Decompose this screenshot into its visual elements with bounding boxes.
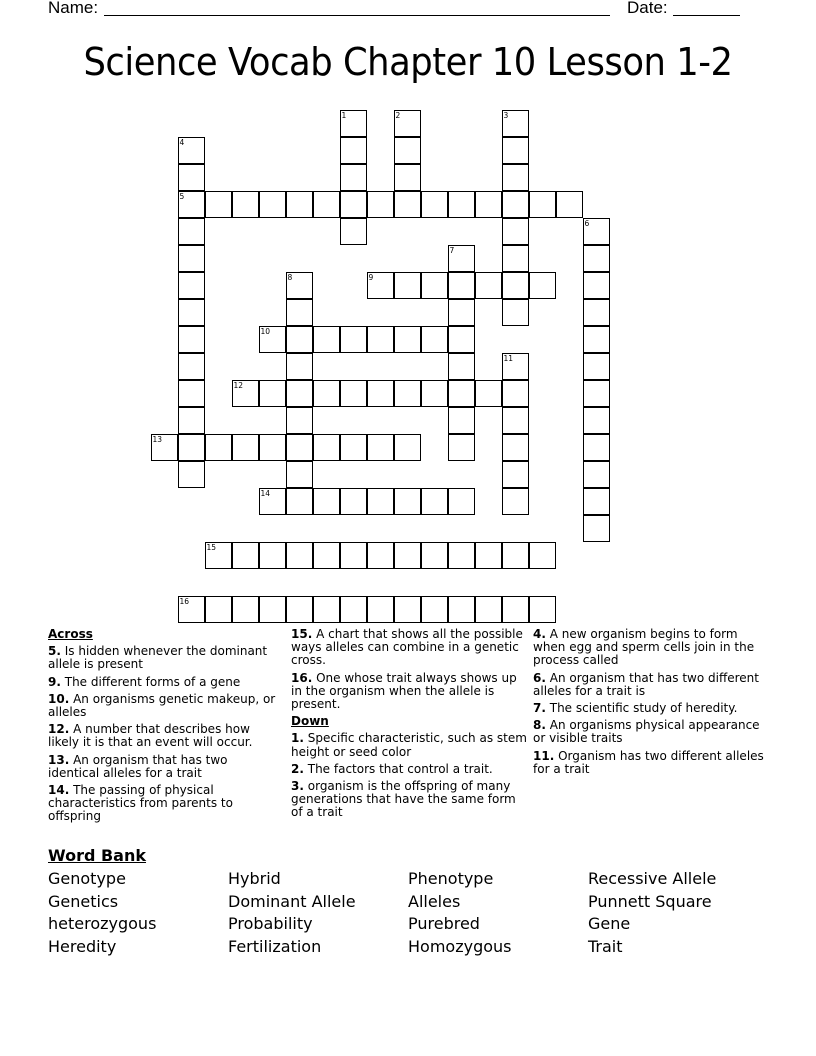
grid-cell[interactable] [448, 434, 475, 461]
clue-number: 10. [48, 691, 70, 706]
grid-cell[interactable] [286, 461, 313, 488]
grid-cell[interactable] [448, 272, 475, 299]
grid-cell[interactable] [340, 326, 367, 353]
clue-down-7 [533, 702, 773, 715]
grid-cell[interactable] [448, 299, 475, 326]
grid-cell[interactable] [394, 272, 421, 299]
grid-cell[interactable] [340, 488, 367, 515]
grid-cell[interactable] [502, 272, 529, 299]
grid-cell[interactable] [502, 461, 529, 488]
clue-text: The scientific study of heredity. [549, 701, 738, 716]
word-bank-item: Purebred [408, 914, 480, 934]
grid-cell[interactable] [367, 596, 394, 623]
clue-text: An organism that has two different alleles for a trait is [533, 670, 759, 698]
grid-cell[interactable] [475, 272, 502, 299]
word-bank-item: Homozygous [408, 936, 512, 956]
grid-cell[interactable] [178, 353, 205, 380]
cell-number: 5 [179, 191, 185, 201]
grid-cell[interactable] [394, 191, 421, 218]
cell-number: 8 [287, 272, 293, 282]
grid-cell[interactable] [178, 326, 205, 353]
grid-cell[interactable] [178, 596, 205, 623]
across-heading: Across [48, 627, 93, 641]
clue-number: 7. [533, 701, 546, 716]
grid-cell[interactable] [367, 191, 394, 218]
grid-cell[interactable] [286, 407, 313, 434]
clues-column-1 [48, 628, 278, 828]
cell-number: 6 [584, 218, 590, 228]
clue-text: One whose trait always shows up in the organism when the allele is present. [291, 670, 517, 712]
clue-number: 4. [533, 627, 546, 641]
grid-cell[interactable] [205, 191, 232, 218]
date-label: Date: [627, 0, 668, 17]
grid-cell[interactable] [421, 596, 448, 623]
clue-number: 8. [533, 718, 546, 733]
grid-cell[interactable] [583, 434, 610, 461]
grid-cell[interactable] [259, 191, 286, 218]
page-title: Science Vocab Chapter 10 Lesson 1-2 [83, 40, 733, 84]
clue-number: 13. [48, 752, 70, 767]
clue-number: 15. [291, 627, 313, 641]
grid-cell[interactable] [340, 191, 367, 218]
date-field[interactable] [673, 15, 740, 16]
grid-cell[interactable] [502, 380, 529, 407]
clue-across-12 [48, 723, 278, 749]
grid-cell[interactable] [448, 326, 475, 353]
grid-cell[interactable] [259, 434, 286, 461]
word-bank-item: Fertilization [228, 936, 322, 956]
grid-cell[interactable] [583, 353, 610, 380]
clue-text: A chart that shows all the possible ways alleles can combine in a genetic cross. [291, 627, 523, 668]
grid-cell[interactable] [259, 326, 286, 353]
grid-cell[interactable] [394, 542, 421, 569]
clue-number: 16. [291, 670, 313, 685]
grid-cell[interactable] [475, 380, 502, 407]
grid-cell[interactable] [502, 218, 529, 245]
grid-cell[interactable] [178, 164, 205, 191]
grid-cell[interactable] [448, 596, 475, 623]
word-bank-item: Punnett Square [588, 891, 712, 911]
cell-number: 9 [368, 272, 374, 282]
grid-cell[interactable] [178, 137, 205, 164]
grid-cell[interactable] [178, 461, 205, 488]
grid-cell[interactable] [178, 272, 205, 299]
grid-cell[interactable] [340, 434, 367, 461]
grid-cell[interactable] [448, 407, 475, 434]
grid-cell[interactable] [583, 380, 610, 407]
grid-cell[interactable] [367, 542, 394, 569]
grid-cell[interactable] [583, 488, 610, 515]
clue-text: organism is the offspring of many generations that have the same form of a trait [291, 779, 516, 820]
word-bank-item: Genotype [48, 869, 126, 888]
grid-cell[interactable] [205, 434, 232, 461]
grid-cell[interactable] [178, 218, 205, 245]
clue-number: 6. [533, 670, 546, 685]
grid-cell[interactable] [502, 164, 529, 191]
word-bank-item: Gene [588, 914, 631, 934]
grid-cell[interactable] [502, 488, 529, 515]
cell-number: 3 [503, 110, 509, 120]
clue-text: Is hidden whenever the dominant allele is present [48, 644, 268, 672]
grid-cell[interactable] [286, 326, 313, 353]
grid-cell[interactable] [448, 542, 475, 569]
grid-cell[interactable] [286, 380, 313, 407]
grid-cell[interactable] [502, 407, 529, 434]
grid-cell[interactable] [313, 542, 340, 569]
grid-cell[interactable] [340, 596, 367, 623]
clue-number: 5. [48, 644, 61, 659]
grid-cell[interactable] [178, 380, 205, 407]
cell-number: 4 [179, 137, 185, 147]
grid-cell[interactable] [205, 542, 232, 569]
word-bank-item: Phenotype [408, 869, 494, 888]
word-bank-item: Probability [228, 914, 313, 934]
grid-cell[interactable] [502, 137, 529, 164]
word-bank-item: Dominant Allele [228, 891, 356, 911]
grid-cell[interactable] [502, 596, 529, 623]
grid-cell[interactable] [367, 326, 394, 353]
clue-number: 1. [291, 731, 304, 746]
name-label: Name: [48, 0, 99, 17]
grid-cell[interactable] [583, 299, 610, 326]
word-bank-item: Hybrid [228, 869, 281, 888]
clues-column-2 [291, 628, 529, 824]
word-bank-item: Heredity [48, 936, 117, 956]
clue-across-5 [48, 645, 278, 671]
grid-cell[interactable] [394, 164, 421, 191]
grid-cell[interactable] [421, 542, 448, 569]
grid-cell[interactable] [232, 434, 259, 461]
word-bank-title: Word Bank [48, 846, 147, 865]
clue-text: The passing of physical characteristics from parents to offspring [48, 783, 233, 824]
clue-across-14 [48, 784, 278, 824]
grid-cell[interactable] [313, 596, 340, 623]
grid-cell[interactable] [259, 488, 286, 515]
clue-text: Specific characteristic, such as stem height or seed color [291, 731, 527, 759]
grid-cell[interactable] [502, 353, 529, 380]
grid-cell[interactable] [232, 542, 259, 569]
grid-cell[interactable] [286, 542, 313, 569]
grid-cell[interactable] [583, 272, 610, 299]
grid-cell[interactable] [448, 245, 475, 272]
grid-cell[interactable] [421, 488, 448, 515]
grid-cell[interactable] [178, 407, 205, 434]
grid-cell[interactable] [367, 380, 394, 407]
grid-cell[interactable] [286, 272, 313, 299]
name-field[interactable] [104, 15, 610, 16]
grid-cell[interactable] [394, 488, 421, 515]
clue-across-9 [48, 676, 278, 689]
word-bank-item: Trait [588, 936, 623, 956]
grid-cell[interactable] [313, 380, 340, 407]
grid-cell[interactable] [232, 596, 259, 623]
grid-cell[interactable] [529, 596, 556, 623]
grid-cell[interactable] [448, 488, 475, 515]
grid-cell[interactable] [286, 191, 313, 218]
grid-cell[interactable] [502, 434, 529, 461]
cell-number: 1 [341, 110, 347, 120]
cell-number: 11 [503, 353, 514, 363]
grid-cell[interactable] [259, 542, 286, 569]
grid-cell[interactable] [232, 191, 259, 218]
grid-cell[interactable] [421, 191, 448, 218]
grid-cell[interactable] [529, 272, 556, 299]
grid-cell[interactable] [178, 299, 205, 326]
word-bank-item: Recessive Allele [588, 869, 717, 888]
crossword-grid [151, 110, 611, 625]
grid-cell[interactable] [475, 596, 502, 623]
grid-cell[interactable] [205, 596, 232, 623]
clue-down-6 [533, 672, 773, 698]
clue-number: 14. [48, 783, 70, 798]
grid-cell[interactable] [178, 434, 205, 461]
clue-down-11 [533, 750, 773, 776]
grid-cell[interactable] [502, 245, 529, 272]
grid-cell[interactable] [529, 542, 556, 569]
cell-number: 13 [152, 434, 163, 444]
grid-cell[interactable] [340, 218, 367, 245]
clue-across-10 [48, 693, 278, 719]
grid-cell[interactable] [313, 434, 340, 461]
grid-cell[interactable] [475, 542, 502, 569]
grid-cell[interactable] [583, 218, 610, 245]
grid-cell[interactable] [394, 137, 421, 164]
clue-down-3 [291, 780, 529, 820]
cell-number: 14 [260, 488, 271, 498]
clue-across-13 [48, 754, 278, 780]
clue-text: Organism has two different alleles for a trait [533, 748, 764, 776]
word-bank [48, 868, 768, 958]
grid-cell[interactable] [475, 191, 502, 218]
grid-cell[interactable] [313, 488, 340, 515]
clue-text: The factors that control a trait. [307, 761, 493, 776]
clue-text: An organisms physical appearance or visible traits [533, 718, 760, 746]
clue-text: A number that describes how likely it is that an event will occur. [48, 722, 253, 750]
grid-cell[interactable] [448, 191, 475, 218]
grid-cell[interactable] [583, 407, 610, 434]
grid-cell[interactable] [340, 542, 367, 569]
grid-cell[interactable] [394, 380, 421, 407]
grid-cell[interactable] [394, 326, 421, 353]
clue-number: 2. [291, 761, 304, 776]
grid-cell[interactable] [394, 434, 421, 461]
clue-across-15 [291, 628, 529, 668]
clue-down-8 [533, 719, 773, 745]
down-heading: Down [291, 714, 329, 729]
clue-number: 3. [291, 779, 304, 794]
cell-number: 2 [395, 110, 401, 120]
grid-cell[interactable] [583, 461, 610, 488]
grid-cell[interactable] [178, 191, 205, 218]
grid-cell[interactable] [367, 488, 394, 515]
clue-down-1 [291, 732, 529, 758]
grid-cell[interactable] [367, 434, 394, 461]
grid-cell[interactable] [529, 191, 556, 218]
grid-cell[interactable] [367, 272, 394, 299]
cell-number: 7 [449, 245, 455, 255]
clue-text: An organisms genetic makeup, or alleles [48, 691, 276, 720]
grid-cell[interactable] [502, 191, 529, 218]
grid-cell[interactable] [421, 272, 448, 299]
grid-cell[interactable] [178, 245, 205, 272]
word-bank-item: heterozygous [48, 914, 157, 934]
grid-cell[interactable] [583, 326, 610, 353]
grid-cell[interactable] [502, 110, 529, 137]
cell-number: 10 [260, 326, 271, 336]
grid-cell[interactable] [340, 164, 367, 191]
grid-cell[interactable] [259, 596, 286, 623]
grid-cell[interactable] [583, 515, 610, 542]
clue-text: An organism that has two identical alleles for a trait [48, 752, 228, 780]
cell-number: 12 [233, 380, 244, 390]
clue-number: 11. [533, 748, 555, 763]
grid-cell[interactable] [394, 110, 421, 137]
clue-number: 12. [48, 722, 70, 737]
grid-cell[interactable] [286, 299, 313, 326]
grid-cell[interactable] [556, 191, 583, 218]
clues-column-3 [533, 628, 773, 780]
grid-cell[interactable] [286, 596, 313, 623]
grid-cell[interactable] [313, 326, 340, 353]
grid-cell[interactable] [340, 137, 367, 164]
clue-down-2 [291, 763, 529, 776]
grid-cell[interactable] [259, 380, 286, 407]
grid-cell[interactable] [340, 110, 367, 137]
grid-cell[interactable] [340, 380, 367, 407]
clue-across-16 [291, 672, 529, 712]
grid-cell[interactable] [502, 299, 529, 326]
grid-cell[interactable] [232, 380, 259, 407]
word-bank-item: Alleles [408, 891, 461, 911]
grid-cell[interactable] [286, 353, 313, 380]
grid-cell[interactable] [286, 434, 313, 461]
cell-number: 16 [179, 596, 190, 606]
grid-cell[interactable] [313, 191, 340, 218]
grid-cell[interactable] [394, 596, 421, 623]
grid-cell[interactable] [448, 353, 475, 380]
grid-cell[interactable] [421, 380, 448, 407]
word-bank-item: Genetics [48, 891, 119, 911]
cell-number: 15 [206, 542, 217, 552]
grid-cell[interactable] [502, 542, 529, 569]
grid-cell[interactable] [448, 380, 475, 407]
grid-cell[interactable] [421, 326, 448, 353]
clue-number: 9. [48, 674, 61, 689]
clue-text: A new organism begins to form when egg and sperm cells join in the process called [533, 627, 755, 668]
clue-text: The different forms of a gene [64, 674, 241, 689]
clue-down-4 [533, 628, 773, 668]
grid-cell[interactable] [151, 434, 178, 461]
grid-cell[interactable] [286, 488, 313, 515]
grid-cell[interactable] [583, 245, 610, 272]
